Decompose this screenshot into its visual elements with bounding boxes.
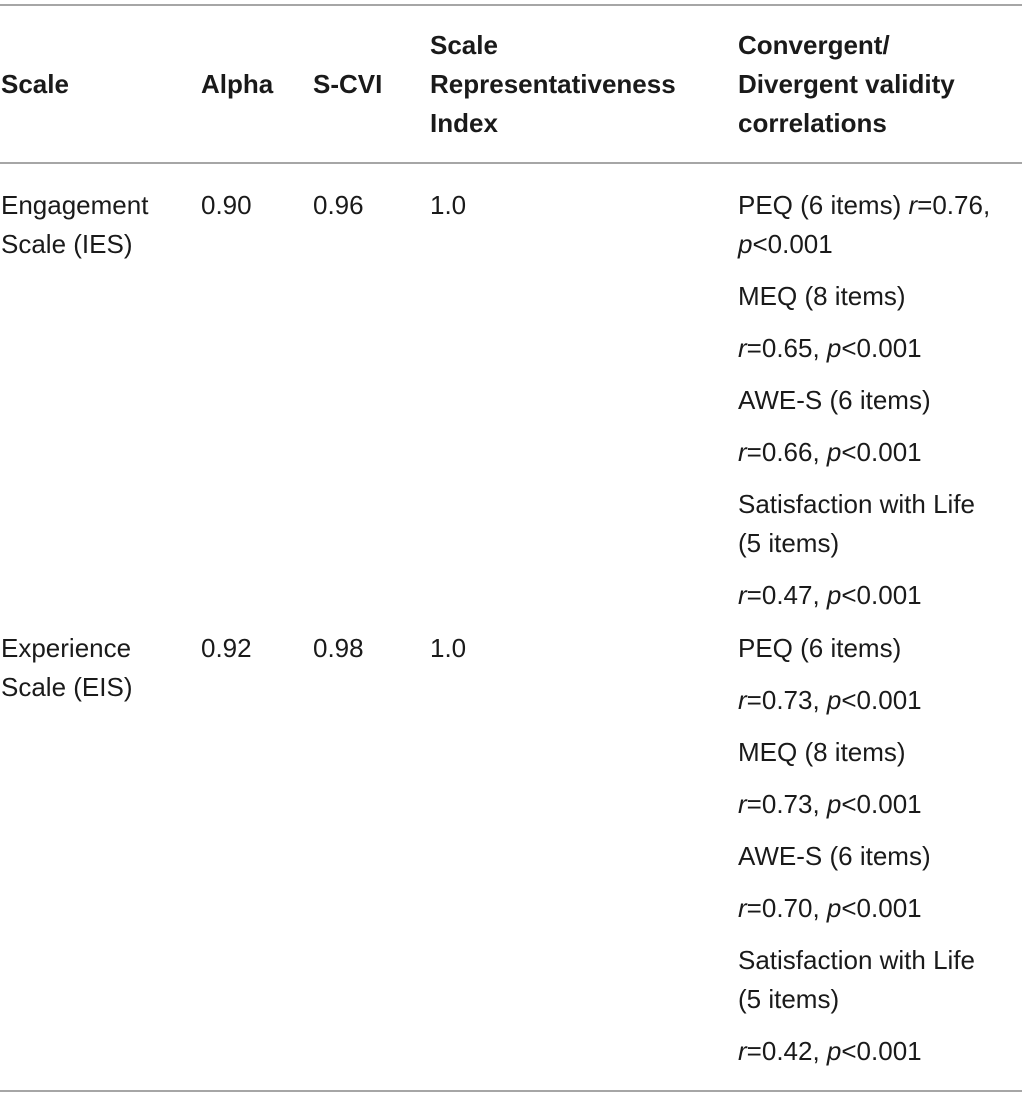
p-symbol: p (826, 893, 842, 923)
row2-peq-p: <0.001 (841, 685, 922, 715)
row1-peq (738, 186, 990, 225)
r-symbol: r (738, 437, 747, 467)
row2-scale-line1: Experience (1, 633, 132, 663)
row1-meq-label: MEQ (8 items) (738, 281, 906, 311)
row1-peq-r: =0.76, (917, 190, 991, 220)
row1-swl-stats (738, 576, 922, 615)
header-cv-line1: Convergent/ (738, 30, 890, 60)
row2-swl-p: <0.001 (841, 1036, 922, 1066)
p-symbol: p (826, 685, 842, 715)
r-symbol: r (738, 685, 747, 715)
p-symbol: p (826, 580, 842, 610)
p-symbol: p (826, 789, 842, 819)
row2-scale-line2: Scale (EIS) (1, 672, 133, 702)
row1-awe-label: AWE-S (6 items) (738, 385, 931, 415)
row2-meq-label: MEQ (8 items) (738, 737, 906, 767)
row2-sri: 1.0 (430, 633, 467, 663)
top-rule (0, 4, 1022, 6)
row1-alpha: 0.90 (201, 190, 252, 220)
r-symbol: r (908, 190, 918, 220)
p-symbol: p (826, 1036, 842, 1066)
row1-peq-p-line (738, 225, 833, 264)
header-scale: Scale (1, 69, 69, 99)
row2-swl-line2: (5 items) (738, 984, 840, 1014)
row1-meq-p: <0.001 (841, 333, 922, 363)
header-sri-line1: Scale (430, 30, 498, 60)
r-symbol: r (738, 333, 747, 363)
header-scvi: S-CVI (313, 69, 383, 99)
row2-peq-label: PEQ (6 items) (738, 633, 902, 663)
row2-awe-stats (738, 889, 922, 928)
row2-scvi: 0.98 (313, 633, 364, 663)
row2-alpha: 0.92 (201, 633, 252, 663)
row2-swl-line1: Satisfaction with Life (738, 945, 976, 975)
row2-awe-p: <0.001 (841, 893, 922, 923)
r-symbol: r (738, 789, 747, 819)
row2-peq-r: =0.73, (746, 685, 827, 715)
row1-awe-p: <0.001 (841, 437, 922, 467)
row1-meq-r: =0.65, (746, 333, 827, 363)
row1-scale-line2: Scale (IES) (1, 229, 133, 259)
row1-scvi: 0.96 (313, 190, 364, 220)
row1-swl-line2: (5 items) (738, 528, 840, 558)
header-alpha: Alpha (201, 69, 274, 99)
row2-meq-p: <0.001 (841, 789, 922, 819)
bottom-rule (0, 1090, 1022, 1092)
row1-swl-line1: Satisfaction with Life (738, 489, 976, 519)
row1-peq-label: PEQ (6 items) (738, 190, 902, 220)
header-cv-line3: correlations (738, 108, 887, 138)
r-symbol: r (738, 580, 747, 610)
p-symbol: p (826, 333, 842, 363)
row2-awe-label: AWE-S (6 items) (738, 841, 931, 871)
row1-awe-r: =0.66, (746, 437, 827, 467)
row2-meq-stats (738, 785, 922, 824)
row1-swl-p: <0.001 (841, 580, 922, 610)
row2-awe-r: =0.70, (746, 893, 827, 923)
p-symbol: p (738, 229, 753, 259)
header-sri-line2: Representativeness (430, 69, 676, 99)
row1-peq-p: <0.001 (752, 229, 833, 259)
row2-swl-stats (738, 1032, 922, 1071)
row2-peq-stats (738, 681, 922, 720)
header-rule (0, 162, 1022, 164)
row1-scale-line1: Engagement (1, 190, 149, 220)
r-symbol: r (738, 893, 747, 923)
row1-sri: 1.0 (430, 190, 467, 220)
row2-swl-r: =0.42, (746, 1036, 827, 1066)
header-cv-line2: Divergent validity (738, 69, 955, 99)
row1-swl-r: =0.47, (746, 580, 827, 610)
row1-awe-stats (738, 433, 922, 472)
row2-meq-r: =0.73, (746, 789, 827, 819)
row1-meq-stats (738, 329, 922, 368)
r-symbol: r (738, 1036, 747, 1066)
header-sri-line3: Index (430, 108, 498, 138)
p-symbol: p (826, 437, 842, 467)
